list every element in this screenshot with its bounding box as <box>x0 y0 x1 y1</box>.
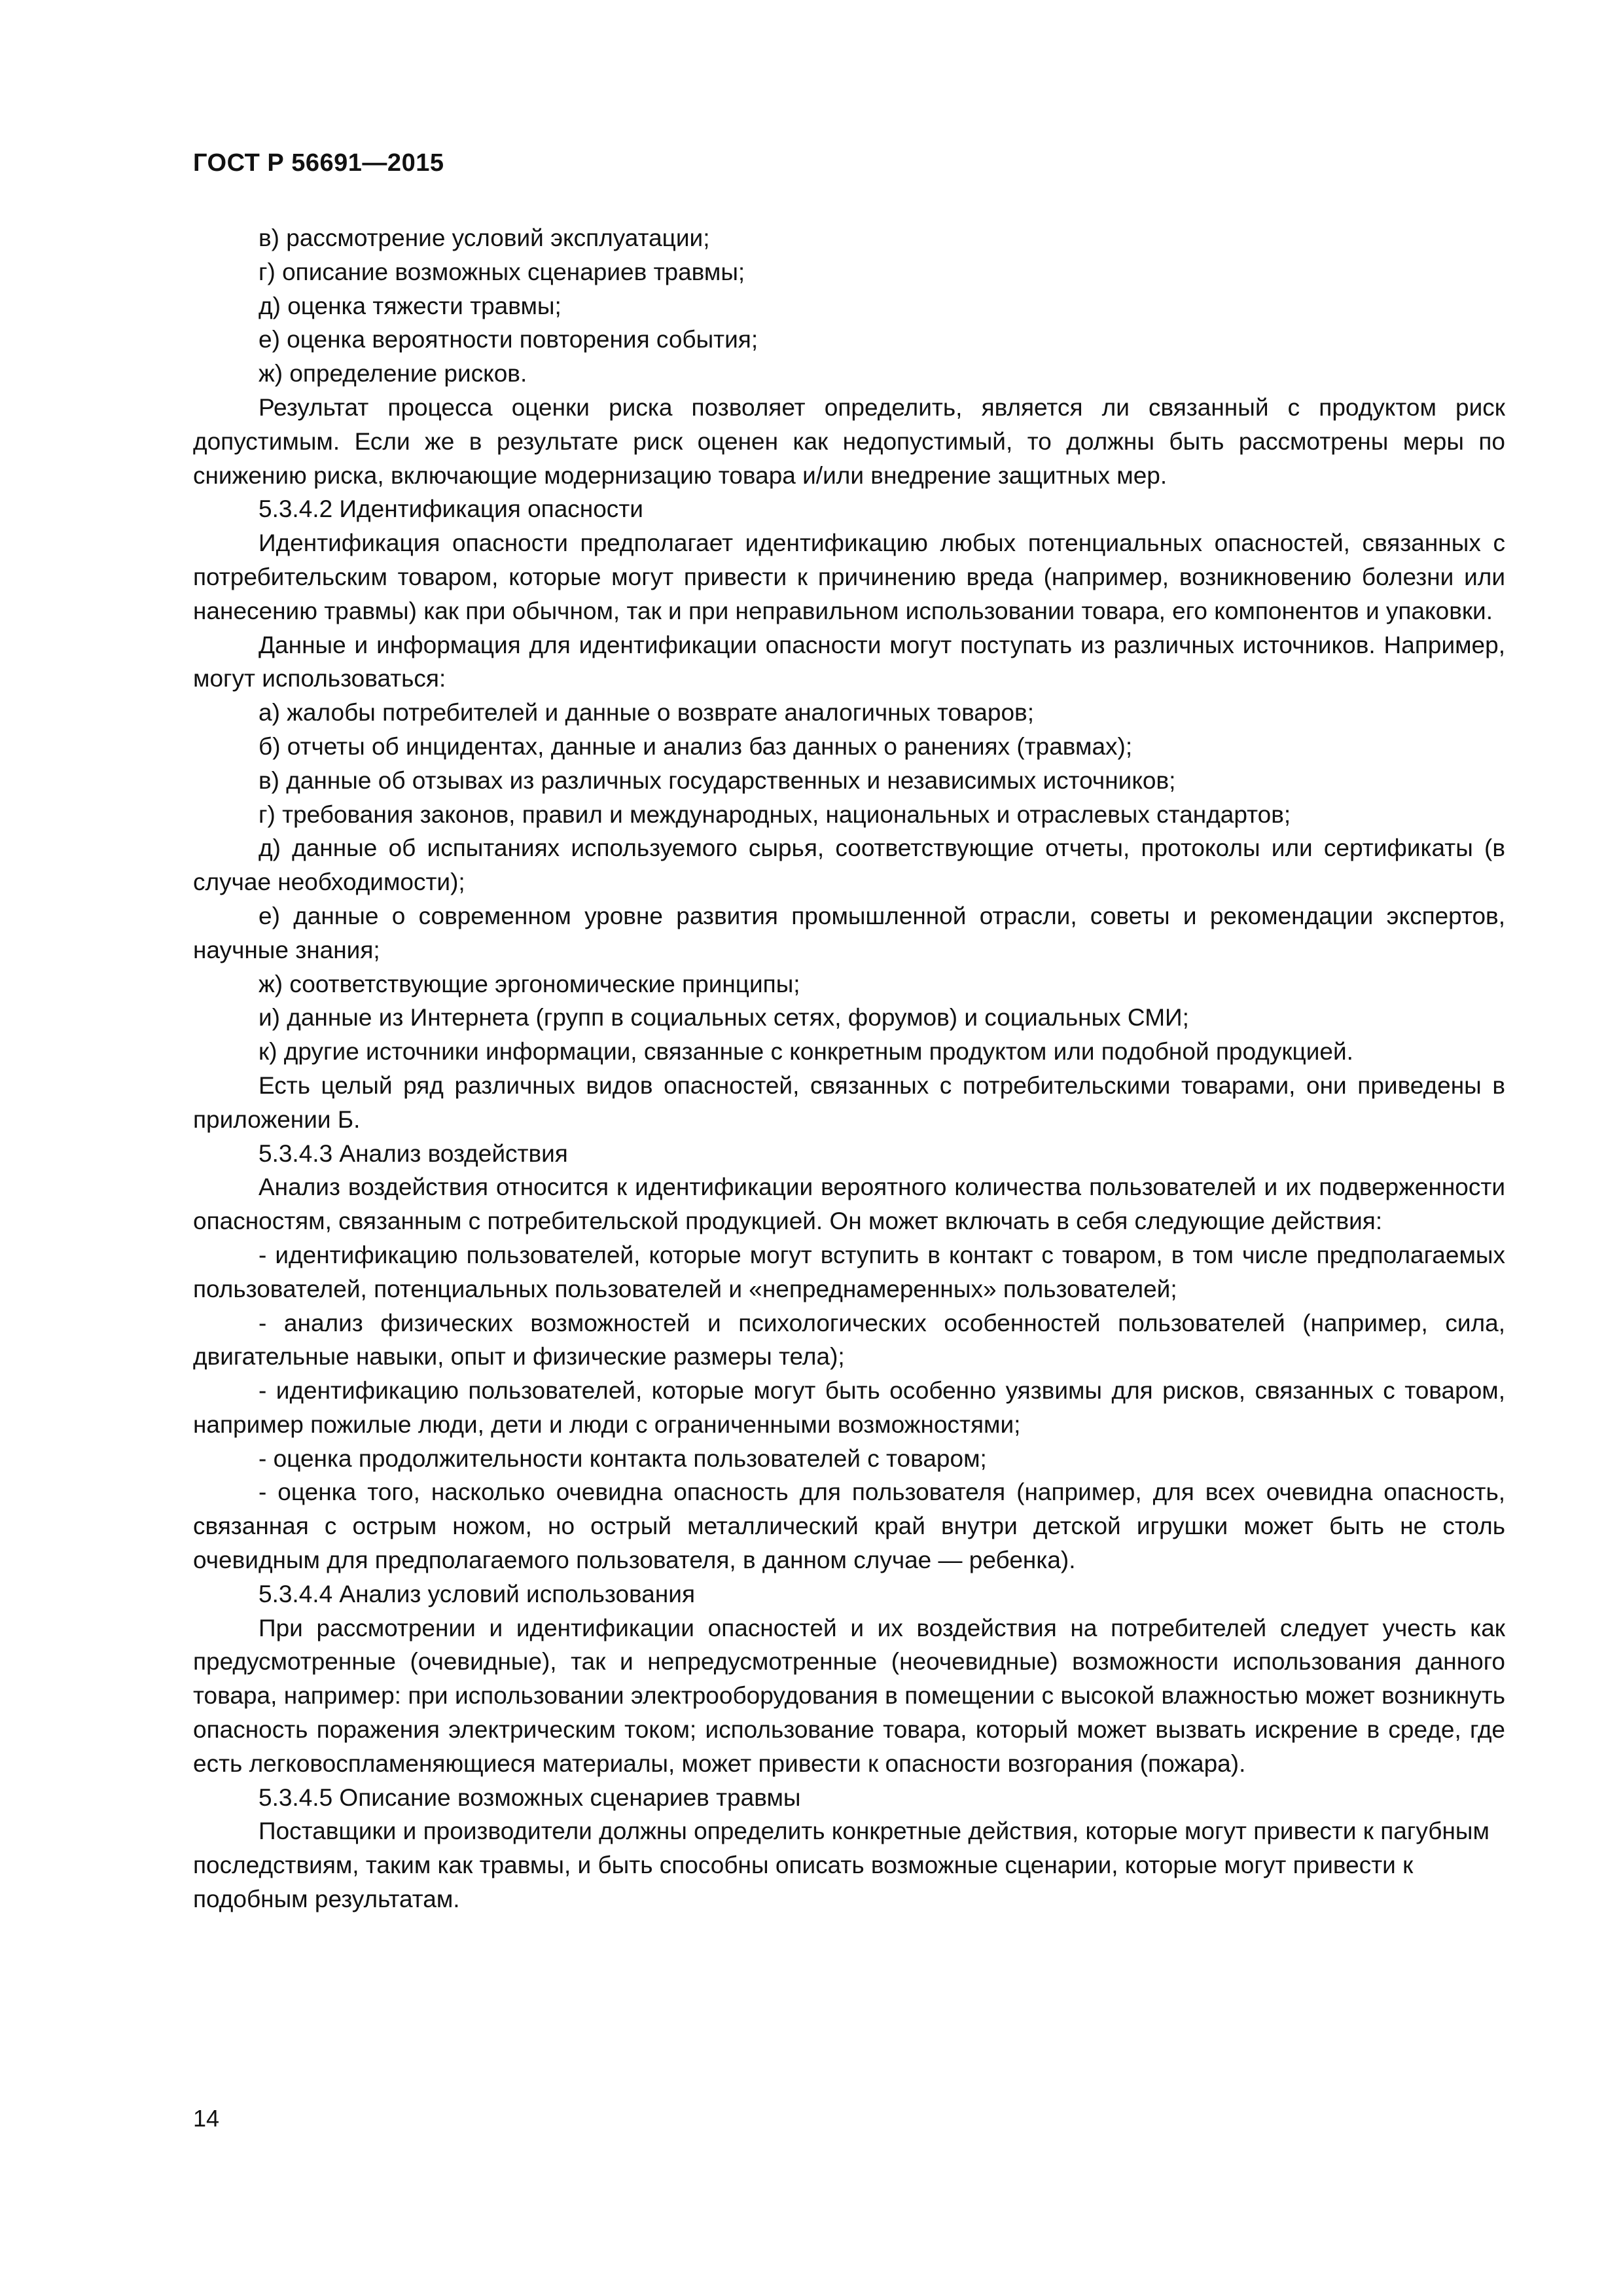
bullet-item-physical: - анализ физических возможностей и психологических особенностей пользователей (например, сила, двигательные навыки, опыт и физические размеры тела); <box>193 1309 1505 1371</box>
list-item-b: б) отчеты об инцидентах, данные и анализ баз данных о ранениях (травмах); <box>259 732 1133 760</box>
bullet-item-obviousness: - оценка того, насколько очевидна опасность для пользователя (например, для всех очевидна опасность, связанная с острым ножом, но острый металлический край внутри детской игрушки может быть не столь очевидным для предполагаемого пользователя, в данном случае — ребенка). <box>193 1479 1505 1574</box>
paragraph-data-sources: Данные и информация для идентификации опасности могут поступать из различных источников. Например, могут использоваться: <box>193 631 1505 692</box>
bullet-item-duration: - оценка продолжительности контакта пользователей с товаром; <box>259 1444 987 1472</box>
list-item-a: а) жалобы потребителей и данные о возврате аналогичных товаров; <box>259 699 1034 726</box>
list-item-g: г) описание возможных сценариев травмы; <box>259 258 745 285</box>
paragraph-injury-scenarios: Поставщики и производители должны определить конкретные действия, которые могут привести к пагубным последствиям, таким как травмы, и быть способны описать возможные сценарии, которые могут привести к подобным результатам. <box>193 1818 1489 1913</box>
paragraph-hazard-identification: Идентификация опасности предполагает идентификацию любых потенциальных опасностей, связанных с потребительским товаром, которые могут привести к причинению вреда (например, возникновению болезни или нанесению травмы) как при обычном, так и при неправильном использовании товара, его компонентов и упаковки. <box>193 529 1505 624</box>
section-heading-5-3-4-3: 5.3.4.3 Анализ воздействия <box>259 1139 568 1167</box>
list-item-g2: г) требования законов, правил и международных, национальных и отраслевых стандартов; <box>259 800 1291 828</box>
list-item-i: и) данные из Интернета (групп в социальных сетях, форумов) и социальных СМИ; <box>259 1004 1189 1031</box>
list-item-v2: в) данные об отзывах из различных государственных и независимых источников; <box>259 766 1176 794</box>
list-item-e: е) оценка вероятности повторения события; <box>259 326 758 353</box>
page-number: 14 <box>193 2105 220 2132</box>
list-item-e2: е) данные о современном уровне развития промышленной отрасли, советы и рекомендации экспертов, научные знания; <box>193 902 1505 963</box>
section-heading-5-3-4-2: 5.3.4.2 Идентификация опасности <box>259 495 643 523</box>
bullet-item-vulnerable: - идентификацию пользователей, которые могут быть особенно уязвимы для рисков, связанных с товаром, например пожилые люди, дети и люди с ограниченными возможностями; <box>193 1377 1505 1438</box>
paragraph-exposure-analysis: Анализ воздействия относится к идентификации вероятного количества пользователей и их подверженности опасностям, связанным с потребительской продукцией. Он может включать в себя следующие действия: <box>193 1174 1505 1235</box>
document-page <box>193 0 1505 2296</box>
list-item-d: д) оценка тяжести травмы; <box>259 292 562 319</box>
paragraph-hazard-types: Есть целый ряд различных видов опасностей, связанных с потребительскими товарами, они приведены в приложении Б. <box>193 1071 1505 1133</box>
standard-header: ГОСТ Р 56691—2015 <box>193 149 444 177</box>
paragraph-risk-result: Результат процесса оценки риска позволяет определить, является ли связанный с продуктом риск допустимым. Если же в результате риск оценен как недопустимый, то должны быть рассмотрены меры по снижению риска, включающие модернизацию товара и/или внедрение защитных мер. <box>193 393 1505 489</box>
bullet-item-users: - идентификацию пользователей, которые могут вступить в контакт с товаром, в том числе предполагаемых пользователей, потенциальных пользователей и «непреднамеренных» пользователей; <box>193 1241 1505 1302</box>
section-heading-5-3-4-5: 5.3.4.5 Описание возможных сценариев травмы <box>259 1784 801 1811</box>
section-heading-5-3-4-4: 5.3.4.4 Анализ условий использования <box>259 1580 695 1607</box>
list-item-zh2: ж) соответствующие эргономические принципы; <box>259 970 800 997</box>
list-item-v: в) рассмотрение условий эксплуатации; <box>259 224 710 251</box>
document-body <box>193 221 1505 1916</box>
list-item-k: к) другие источники информации, связанные с конкретным продуктом или подобной продукцией. <box>259 1038 1353 1066</box>
list-item-d2: д) данные об испытаниях используемого сырья, соответствующие отчеты, протоколы или сертификаты (в случае необходимости); <box>193 834 1505 896</box>
paragraph-use-conditions: При рассмотрении и идентификации опасностей и их воздействия на потребителей следует учесть как предусмотренные (очевидные), так и непредусмотренные (неочевидные) возможности использования данного товара, например: при использовании электрооборудования в помещении с высокой влажностью может возникнуть опасность поражения электрическим током; использование товара, который может вызвать искрение в среде, где есть легковоспламеняющиеся материалы, может привести к опасности возгорания (пожара). <box>193 1614 1505 1777</box>
list-item-zh: ж) определение рисков. <box>259 360 527 387</box>
